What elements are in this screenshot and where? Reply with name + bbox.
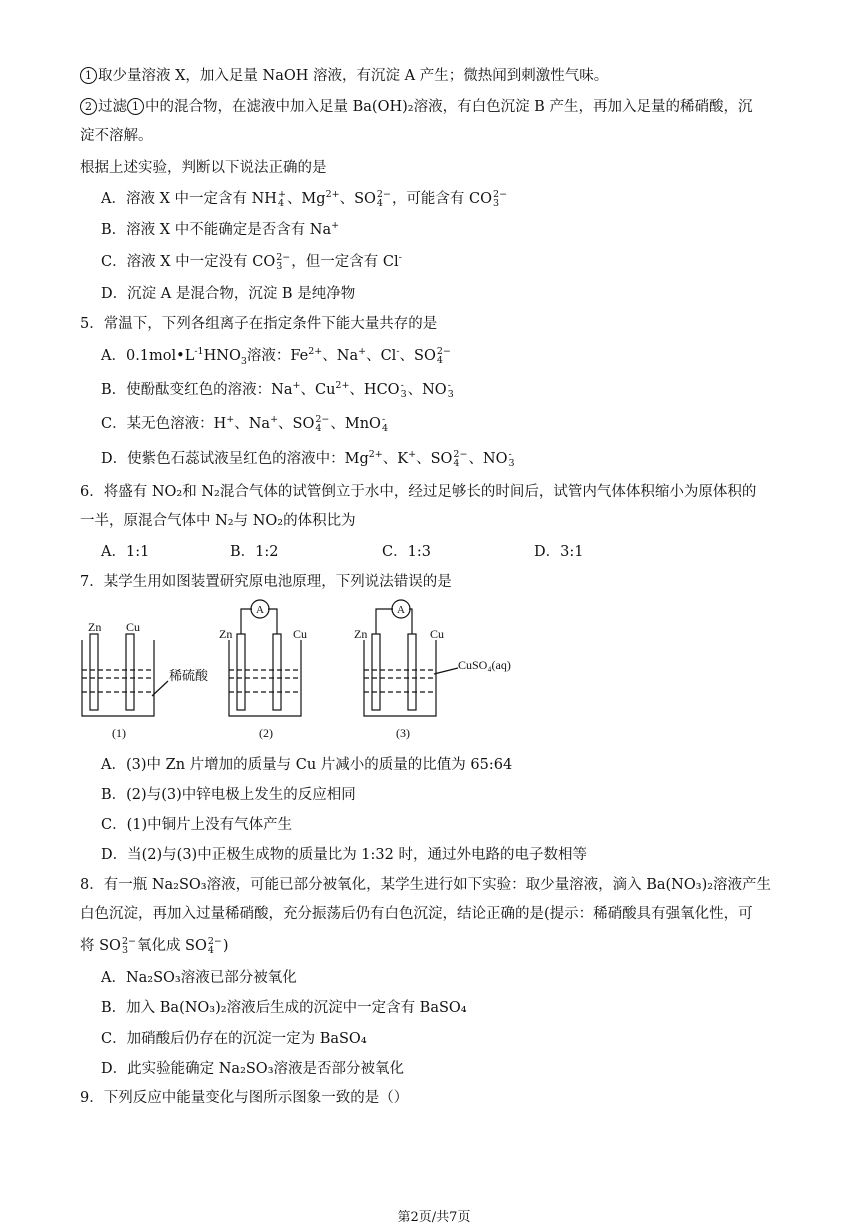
question-7-stem: 7．某学生用如图装置研究原电池原理，下列说法错误的是	[80, 574, 452, 590]
question-5-stem: 5．常温下，下列各组离子在指定条件下能大量共存的是	[80, 316, 438, 332]
q5-option-b: B．使酚酞变红色的溶液：Na+、$Cu^{2+}$、HCO - 3 、NO - 3	[101, 380, 454, 400]
page-footer: 第2页/共7页	[397, 1210, 471, 1225]
q5-option-a: A．$0.1mol•L^{-1}HNO_3$溶液：$Fe^{2+}$、Na+、Cl-、SO 2− 4	[101, 346, 451, 367]
question-8-line3: 将 SO 2− 3 氧化成 SO 2− 4 )	[80, 936, 229, 956]
copper-label-3: Cu	[430, 627, 445, 641]
q7-option-a: A．(3)中 Zn 片增加的质量与 Cu 片减小的质量的比值为 65:64	[101, 757, 513, 773]
q4-option-d: D．沉淀 A 是混合物，沉淀 B 是纯净物	[101, 286, 356, 302]
q7-option-b: B．(2)与(3)中锌电极上发生的反应相同	[101, 787, 356, 803]
q8-option-a: A．Na₂SO₃溶液已部分被氧化	[101, 970, 297, 986]
question-4-stem: 根据上述实验，判断以下说法正确的是	[80, 160, 327, 176]
question-9-stem: 9．下列反应中能量变化与图所示图象一致的是（）	[80, 1090, 409, 1106]
q5-option-d: D．使紫色石蕊试液呈红色的溶液中：$Mg^{2+}$、K+、SO 2− 4 、NO - 3	[101, 449, 515, 469]
circled-number: 1	[80, 67, 97, 84]
circled-number: 1	[127, 98, 144, 115]
zinc-label-2: Zn	[219, 627, 233, 641]
q8-option-b: B．加入 Ba(NO₃)₂溶液后生成的沉淀中一定含有 BaSO₄	[101, 1000, 467, 1016]
question-8-line2: 白色沉淀，再加入过量稀硝酸，充分振荡后仍有白色沉淀，结论正确的是(提示：稀硝酸具有强氧化性，可	[80, 906, 753, 922]
q6-option-c: C．1:3	[382, 544, 431, 560]
question-6-line1: 6．将盛有 NO₂和 N₂混合气体的试管倒立于水中，经过足够长的时间后，试管内气体体积缩小为原体积的	[80, 484, 757, 500]
q6-option-a: A．1:1	[101, 544, 150, 560]
zinc-label-1: Zn	[88, 620, 102, 634]
q6-option-d: D．3:1	[534, 544, 584, 560]
q7-option-c: C．(1)中铜片上没有气体产生	[101, 817, 293, 833]
zinc-label-3: Zn	[354, 627, 368, 641]
ammeter-label-2: A	[256, 604, 264, 616]
galvanic-cell-figure	[70, 596, 540, 746]
q4-option-b: B．溶液 X 中不能确定是否含有 Na+	[101, 220, 340, 238]
q8-option-c: C．加硝酸后仍存在的沉淀一定为 BaSO₄	[101, 1031, 367, 1047]
statement-2: 2 过滤 1 中的混合物，在滤液中加入足量 Ba(OH)₂溶液，有白色沉淀 B 产生，再加入足量的稀硝酸，沉	[80, 97, 752, 117]
statement-2-cont: 淀不溶解。	[80, 128, 153, 144]
q4-option-a: A．溶液 X 中一定含有 NH + 4 、$Mg^{2+}$、SO 2− 4 ，可能含有 CO 2− 3	[101, 189, 508, 209]
copper-label-1: Cu	[126, 620, 141, 634]
question-8-line1: 8．有一瓶 Na₂SO₃溶液，可能已部分被氧化，某学生进行如下实验：取少量溶液，滴入 Ba(NO₃)₂溶液产生	[80, 877, 772, 893]
ammeter-label-3: A	[397, 604, 405, 616]
dilute-sulfuric-acid-label: 稀硫酸	[169, 668, 209, 683]
figure-label-1: (1)	[112, 726, 126, 740]
q7-option-d: D．当(2)与(3)中正极生成物的质量比为 1:32 时，通过外电路的电子数相等	[101, 847, 587, 863]
q4-option-c: C．溶液 X 中一定没有 CO 2− 3 ，但一定含有 Cl-	[101, 252, 402, 272]
statement-1: 1 取少量溶液 X，加入足量 NaOH 溶液，有沉淀 A 产生；微热闻到刺激性气味。	[80, 66, 608, 86]
q8-option-d: D．此实验能确定 Na₂SO₃溶液是否部分被氧化	[101, 1061, 405, 1077]
figure-label-3: (3)	[396, 726, 410, 740]
figure-label-2: (2)	[259, 726, 273, 740]
question-6-line2: 一半，原混合气体中 N₂与 NO₂的体积比为	[80, 513, 356, 529]
copper-label-2: Cu	[293, 627, 308, 641]
circled-number: 2	[80, 98, 97, 115]
copper-sulfate-label: CuSO₄(aq)	[458, 658, 511, 672]
q5-option-c: C．某无色溶液：H+、Na+、SO 2− 4 、MnO - 4	[101, 414, 388, 434]
q6-option-b: B．1:2	[230, 544, 279, 560]
